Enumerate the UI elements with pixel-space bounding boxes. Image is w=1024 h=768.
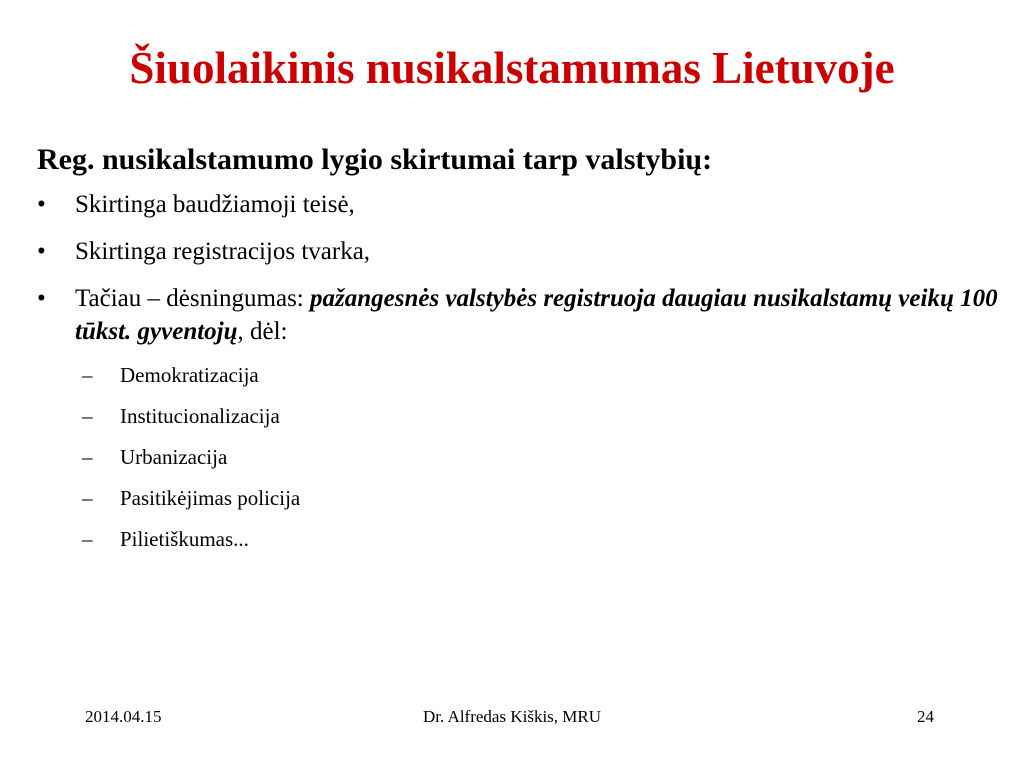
bullet-item (37, 188, 1007, 221)
bullet-marker: • (37, 191, 46, 218)
sub-marker: – (82, 486, 93, 510)
bullet-text-prefix: Tačiau – dėsningumas: (75, 285, 310, 312)
sub-marker: – (82, 527, 93, 551)
bullet-list (37, 188, 1007, 348)
sub-item (82, 362, 1007, 388)
sub-item-text: Pasitikėjimas policija (120, 486, 301, 510)
footer-date: 2014.04.15 (85, 707, 162, 726)
bullet-item (37, 235, 1007, 268)
bullet-item (37, 282, 1007, 348)
bullet-text-emphasis: pažangesnės valstybės registruoja daugiau nusikalstamų veikų 100 tūkst. gyventojų (75, 285, 998, 345)
slide-title: Šiuolaikinis nusikalstamumas Lietuvoje (129, 43, 895, 93)
sub-marker: – (82, 363, 93, 387)
sub-item (82, 485, 1007, 511)
bullet-marker: • (37, 285, 46, 312)
bullet-text: Skirtinga registracijos tvarka, (75, 238, 371, 265)
sub-list (37, 362, 1007, 552)
sub-item-text: Pilietiškumas... (120, 527, 249, 551)
sub-item (82, 526, 1007, 552)
bullet-text: Skirtinga baudžiamoji teisė, (75, 191, 355, 218)
sub-item (82, 444, 1007, 470)
sub-marker: – (82, 404, 93, 428)
slide-content (37, 140, 1007, 567)
footer-page-number: 24 (917, 707, 934, 726)
bullet-marker: • (37, 238, 46, 265)
sub-item (82, 403, 1007, 429)
sub-item-text: Urbanizacija (120, 445, 228, 469)
sub-item-text: Institucionalizacija (120, 404, 280, 428)
sub-marker: – (82, 445, 93, 469)
content-heading: Reg. nusikalstamumo lygio skirtumai tarp valstybių: (37, 143, 713, 176)
sub-item-text: Demokratizacija (120, 363, 259, 387)
bullet-text-suffix: , dėl: (237, 318, 288, 345)
footer-author: Dr. Alfredas Kiškis, MRU (422, 707, 602, 726)
